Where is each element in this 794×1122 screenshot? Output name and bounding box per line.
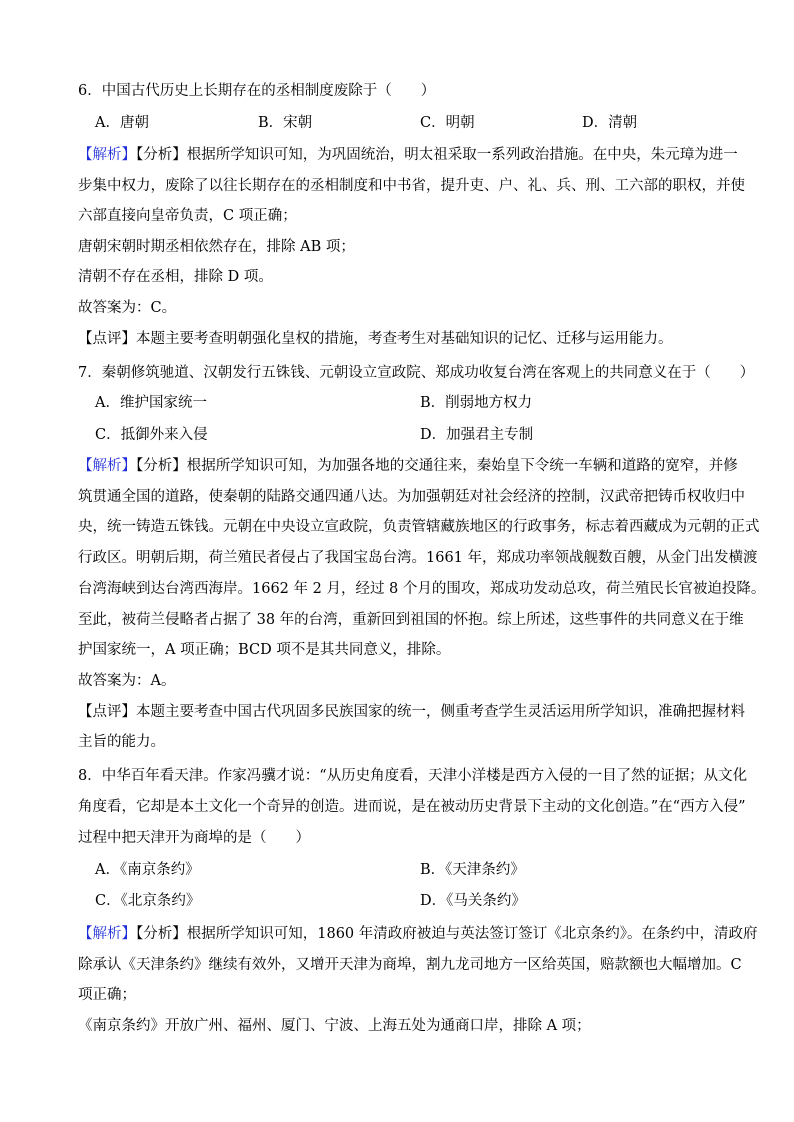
q7-answer: 故答案为：A。 bbox=[78, 673, 176, 689]
q8-option-d: D．《马关条约》 bbox=[420, 893, 526, 909]
q7-analysis-line-6: 至此，被荷兰侵略者占据了 38 年的台湾，重新回到祖国的怀抱。综上所述，这些事件的共同意义在于维 bbox=[78, 612, 744, 628]
q6-analysis-line-5: 清朝不存在丞相，排除 D 项。 bbox=[78, 269, 273, 285]
q7-option-a: A．维护国家统一 bbox=[95, 395, 207, 411]
q6-analysis-line-1 bbox=[78, 145, 738, 165]
analysis-tag: 【解析】 bbox=[78, 458, 136, 474]
q7-analysis-line-3: 央，统一铸造五铢钱。元朝在中央设立宣政院，负责管辖藏族地区的行政事务，标志着西藏成为元朝的正式 bbox=[78, 519, 760, 535]
q7-option-c: C．抵御外来入侵 bbox=[95, 427, 208, 443]
q8-stem-line-3: 过程中把天津开为商埠的是（ ） bbox=[78, 830, 310, 846]
q7-comment-line-2: 主旨的能力。 bbox=[78, 734, 165, 750]
q7-analysis-text-1: 【分析】根据所学知识可知，为加强各地的交通往来，秦始皇下令统一车辆和道路的宽窄，并修 bbox=[136, 458, 738, 474]
q6-analysis-line-2: 步集中权力，废除了以往长期存在的丞相制度和中书省，提升吏、户、礼、兵、刑、工六部的职权，并使 bbox=[78, 178, 745, 194]
analysis-tag: 【解析】 bbox=[78, 926, 136, 942]
q8-option-c: C．《北京条约》 bbox=[95, 893, 201, 909]
q8-analysis-line-2: 除承认《天津条约》继续有效外，又增开天津为商埠，割九龙司地方一区给英国，赔款额也大幅增加。C bbox=[78, 957, 742, 973]
q7-comment-line-1: 【点评】本题主要考查中国古代巩固多民族国家的统一，侧重考查学生灵活运用所学知识，准确把握材料 bbox=[78, 704, 745, 720]
q8-stem-line-2: 角度看，它却是本土文化一个奇异的创造。进而说，是在被动历史背景下主动的文化创造。”在“西方入侵” bbox=[78, 799, 746, 815]
q7-analysis-line-4: 行政区。明朝后期，荷兰殖民者侵占了我国宝岛台湾。1661 年，郑成功率领战舰数百艘，从金门出发横渡 bbox=[78, 550, 758, 566]
q7-stem: 7．秦朝修筑驰道、汉朝发行五铢钱、元朝设立宣政院、郑成功收复台湾在客观上的共同意义在于（ ） bbox=[78, 365, 755, 381]
q6-analysis-text-1: 【分析】根据所学知识可知，为巩固统治，明太祖采取一系列政治措施。在中央，朱元璋为进一 bbox=[136, 147, 738, 163]
q6-option-d: D．清朝 bbox=[582, 115, 638, 131]
q6-analysis-line-3: 六部直接向皇帝负责，C 项正确； bbox=[78, 208, 297, 224]
q6-option-c: C．明朝 bbox=[420, 115, 475, 131]
q8-stem-line-1: 8．中华百年看天津。作家冯骥才说：“从历史角度看，天津小洋楼是西方入侵的一目了然的证据；从文化 bbox=[78, 768, 748, 784]
q6-analysis-line-4: 唐朝宋朝时期丞相依然存在，排除 AB 项； bbox=[78, 239, 355, 255]
q6-option-a: A．唐朝 bbox=[95, 115, 149, 131]
q8-analysis-line-4: 《南京条约》开放广州、福州、厦门、宁波、上海五处为通商口岸，排除 A 项； bbox=[78, 1018, 591, 1034]
q7-option-d: D．加强君主专制 bbox=[420, 427, 534, 443]
q8-analysis-text-1: 【分析】根据所学知识可知，1860 年清政府被迫与英法签订签订《北京条约》。在条约中，清政府 bbox=[136, 926, 758, 942]
q8-option-a: A．《南京条约》 bbox=[95, 862, 200, 878]
q7-analysis-line-5: 台湾海峡到达台湾西海岸。1662 年 2 月，经过 8 个月的围攻，郑成功发动总攻，荷兰殖民长官被迫投降。 bbox=[78, 581, 766, 597]
analysis-tag: 【解析】 bbox=[78, 147, 136, 163]
q7-analysis-line-7: 护国家统一，A 项正确；BCD 项不是其共同意义，排除。 bbox=[78, 642, 451, 658]
q6-stem: 6．中国古代历史上长期存在的丞相制度废除于（ ） bbox=[78, 83, 436, 99]
q8-analysis-line-3: 项正确； bbox=[78, 987, 136, 1003]
q7-option-b: B．削弱地方权力 bbox=[420, 395, 533, 411]
q7-analysis-line-2: 筑贯通全国的道路，使秦朝的陆路交通四通八达。为加强朝廷对社会经济的控制，汉武帝把铸币权收归中 bbox=[78, 489, 745, 505]
q8-option-b: B．《天津条约》 bbox=[420, 862, 525, 878]
q6-option-b: B．宋朝 bbox=[258, 115, 313, 131]
q8-analysis-line-1 bbox=[78, 924, 758, 944]
q6-comment: 【点评】本题主要考查明朝强化皇权的措施，考查考生对基础知识的记忆、迁移与运用能力。 bbox=[78, 331, 673, 347]
q7-analysis-line-1 bbox=[78, 456, 738, 476]
q6-answer: 故答案为：C。 bbox=[78, 300, 177, 316]
